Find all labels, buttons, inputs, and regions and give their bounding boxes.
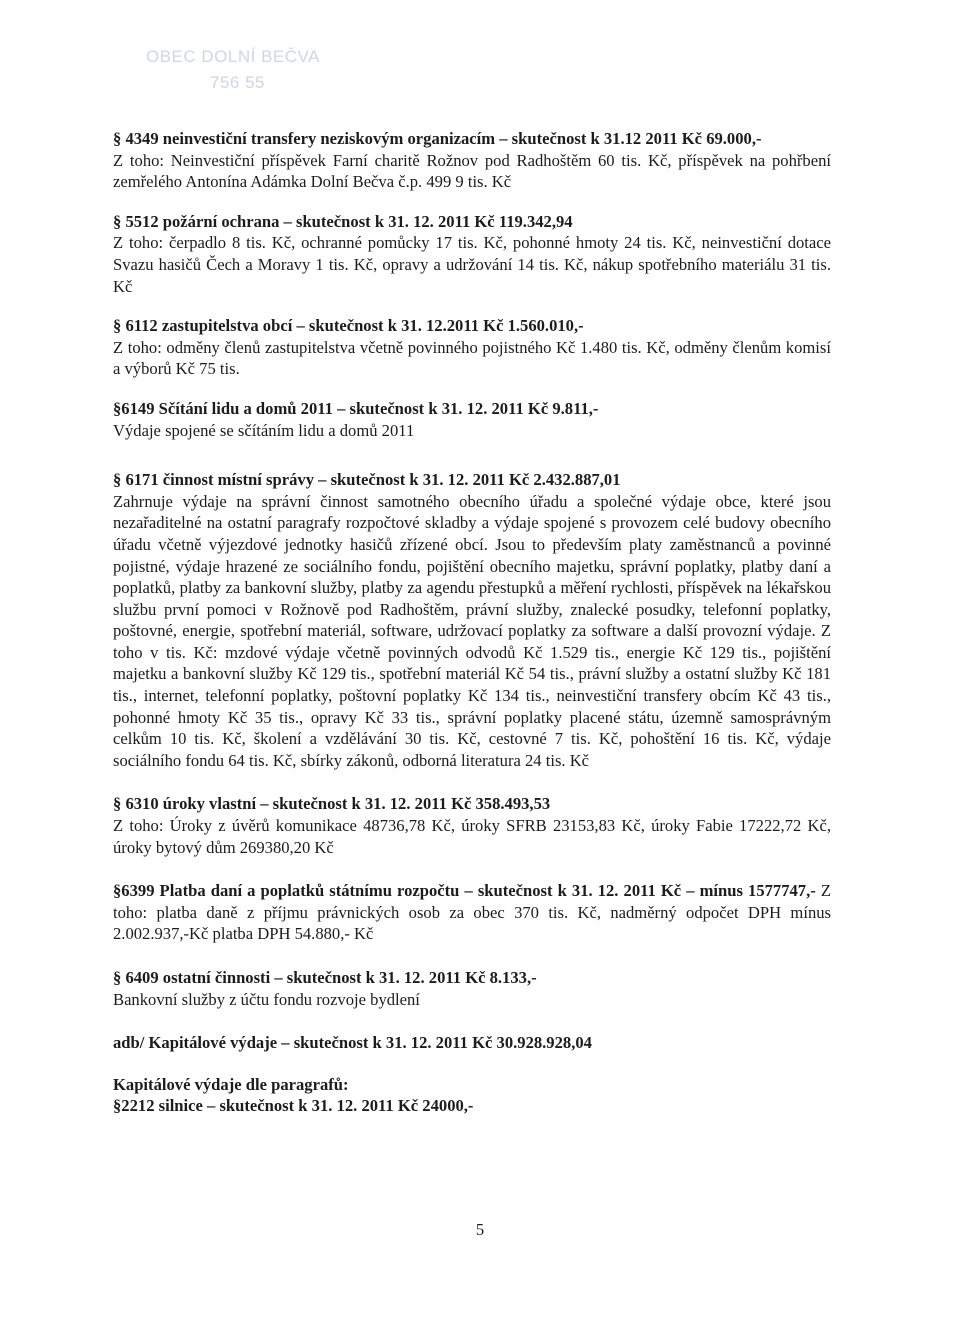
page-number: 5 [475, 1220, 485, 1239]
section-6171-body: Zahrnuje výdaje na správní činnost samotného obecního úřadu a společné výdaje obce, které jsou nezařaditelné na ostatní paragrafy rozpočtové skladby a výdaje spojené s provozem celé budovy obecního úřadu včetně výjezdové jednotky hasičů zřízené obcí. Jsou to především platy zaměstnanců a povinné pojistné, výdaje hrazené ze sociálního fondu, pojištění obecního majetku, správní poplatky, platby daní a poplatků, platby za bankovní služby, platby za agendu přestupků a měření rychlosti, příspěvek na lékařskou službu první pomoci v Rožnově pod Radhoštěm, právní služby, znalecké posudky, telefonní poplatky, poštovné, energie, spotřební materiál, software, udržovací poplatky za software a další provozní výdaje. Z toho v tis. Kč: mzdové výdaje včetně povinných odvodů Kč 1.529 tis., energie Kč 129 tis., pojištění majetku a bankovní služby Kč 129 tis., spotřební materiál Kč 54 tis., právní služby a ostatní služby Kč 181 tis., internet, telefonní poplatky, poštovní poplatky Kč 134 tis., neinvestiční transfery obcím Kč 43 tis., pohonné hmoty Kč 35 tis., opravy Kč 33 tis., správní poplatky placené státu, územně samosprávným celkům 10 tis. Kč, školení a vzdělávání 30 tis. Kč, cestovné 7 tis. Kč, pohoštění 16 tis. Kč, výdaje sociálního fondu 64 tis. Kč, sbírky zákonů, odborná literatura 24 tis. Kč [113, 491, 831, 770]
section-6112-body: Z toho: odměny členů zastupitelstva včetně povinného pojistného Kč 1.480 tis. Kč, odměny členům komisí a výborů Kč 75 tis. [113, 337, 831, 379]
section-4349-body: Z toho: Neinvestiční příspěvek Farní charitě Rožnov pod Radhoštěm 60 tis. Kč, příspěvek na pohřbení zemřelého Antonína Adámka Dolní Bečva č.p. 499 9 tis. Kč [113, 150, 831, 192]
section-5512-body: Z toho: čerpadlo 8 tis. Kč, ochranné pomůcky 17 tis. Kč, pohonné hmoty 24 tis. Kč, neinvestiční dotace Svazu hasičů Čech a Moravy 1 tis. Kč, opravy a udržování 14 tis. Kč, nákup spotřebního materiálu 31 tis. Kč [113, 233, 831, 296]
section-6399-body: Z toho: platba daně z příjmu právnických osob za obec 370 tis. Kč, nadměrný odpočet DPH mínus 2.002.937,-Kč platba DPH 54.880,- Kč [113, 881, 831, 944]
capital-by-paragraph-title: Kapitálové výdaje dle paragrafů: [113, 1074, 349, 1094]
section-6149-body: Výdaje spojené se sčítáním lidu a domů 2011 [113, 420, 415, 440]
municipality-stamp [146, 44, 320, 96]
capital-expenditure-total: adb/ Kapitálové výdaje – skutečnost k 31. 12. 2011 Kč 30.928.928,04 [113, 1033, 592, 1053]
stamp-line-name: OBEC DOLNÍ BEČVA [146, 47, 320, 66]
section-6310-heading: § 6310 úroky vlastní – skutečnost k 31. 12. 2011 Kč 358.493,53 [113, 794, 551, 814]
section-6409-heading: § 6409 ostatní činnosti – skutečnost k 31. 12. 2011 Kč 8.133,- [113, 968, 537, 987]
section-6310-body: Z toho: Úroky z úvěrů komunikace 48736,78 Kč, úroky SFRB 23153,83 Kč, úroky Fabie 17222,72 Kč, úroky bytový dům 269380,20 Kč [113, 816, 831, 857]
section-6149-heading: §6149 Sčítání lidu a domů 2011 – skutečnost k 31. 12. 2011 Kč 9.811,- [113, 398, 599, 418]
document-body [113, 128, 831, 1117]
section-6112-heading: § 6112 zastupitelstva obcí – skutečnost k 31. 12.2011 Kč 1.560.010,- [113, 316, 584, 336]
section-6399-heading: §6399 Platba daní a poplatků státnímu rozpočtu – skutečnost k 31. 12. 2011 Kč – mínus 1577747,- [113, 881, 816, 901]
section-4349-heading: § 4349 neinvestiční transfery neziskovým organizacím – skutečnost k 31.12 2011 Kč 69.000,- [113, 129, 762, 148]
section-6399 [113, 880, 831, 945]
section-5512-heading: § 5512 požární ochrana – skutečnost k 31. 12. 2011 Kč 119.342,94 [113, 211, 573, 231]
section-6409-body: Bankovní služby z účtu fondu rozvoje bydlení [113, 989, 420, 1009]
section-6171-heading: § 6171 činnost místní správy – skutečnost k 31. 12. 2011 Kč 2.432.887,01 [113, 470, 621, 490]
section-2212-heading: §2212 silnice – skutečnost k 31. 12. 2011 Kč 24000,- [113, 1096, 474, 1116]
stamp-line-postcode: 756 55 [210, 73, 265, 92]
